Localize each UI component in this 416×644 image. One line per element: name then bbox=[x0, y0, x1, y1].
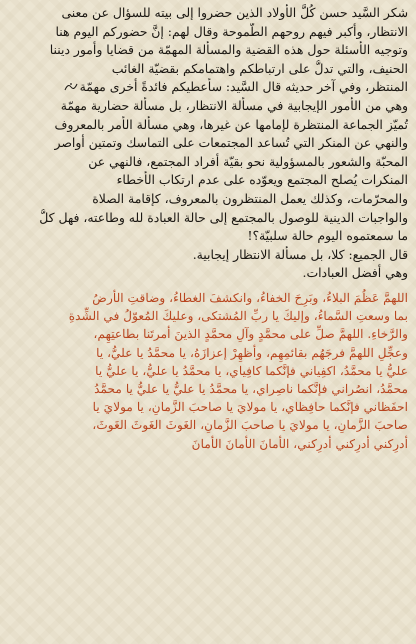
text-line-content: المنتظر، وفي آخر حديثه قال السَّيد: سأعطيكم فائدةً أخرى مهمّة bbox=[79, 79, 408, 95]
text-line bbox=[8, 78, 408, 97]
prayer-line: احفَظاني فإنَّكما حافِظاي، يا مولايَ يا صاحبَ الزَّمانِ، يا مولايَ يا bbox=[92, 400, 408, 415]
prayer-line: صاحبَ الزَّمانِ، يا مولايَ يا صاحبَ الزَّمانِ، الغَوثَ الغَوثَ الغَوثَ، bbox=[92, 418, 408, 433]
answer-line: قال الجميع: كلا، بل مسألة الانتظار إيجابية. bbox=[192, 246, 408, 262]
text-line: شكر السَّيد حسن كُلَّ الأولاد الذين حضروا إلى بيته للسؤال عن معنى bbox=[61, 5, 408, 20]
text-line: والنهي عن المنكر التي تُساعد المجتمعات على التماسك وتمتين أواصر bbox=[54, 135, 408, 151]
prayer-line: عليُّ يا محمَّدُ، اكفِياني فإنَّكما كافِياي، يا محمَّدُ يا عليُّ، يا عليُّ يا bbox=[95, 363, 408, 378]
prayer-paragraph bbox=[8, 289, 408, 453]
text-line: وتوجيه الأسئلة حول هذه القضية والمسألة المهمّة من قضايا وأمور ديننا bbox=[49, 42, 408, 58]
text-line: الحنيف، والتي تدلُّ على ارتباطكم واهتمامكم بقضيّة الغائب bbox=[111, 60, 408, 76]
text-line: الانتظار، وأكبر فيهم روحهم الطّموحة وقال لهم: إنَّ حضوركم اليوم هنا bbox=[55, 23, 408, 39]
answer-paragraph bbox=[8, 246, 408, 283]
text-line: تُميّز الجماعة المنتظرة لإمامها عن غيرها، وهي مسألة الأمر بالمعروف bbox=[54, 116, 408, 132]
answer-line: وهي أفضل العبادات. bbox=[302, 265, 408, 281]
story-paragraph bbox=[8, 4, 408, 246]
prayer-line: اللهمَّ عَظُمَ البلاءُ، وبَرِحَ الخفاءُ، وانكشفَ الغطاءُ، وضاقتِ الأرضُ bbox=[92, 290, 408, 305]
text-line: وهي من الأمور الإيجابية في مسألة الانتظار، بل مسألة حضارية مهمّة bbox=[60, 97, 408, 113]
text-line: والمحرّمات، وكذلك يعمل المنتظرون بالمعروف، كإقامة الصلاة bbox=[92, 190, 408, 206]
text-line: ما سمعتموه اليوم حالة سلبيّة؟! bbox=[247, 228, 408, 244]
salutation-glyph-icon bbox=[64, 82, 78, 92]
text-line: المنكرات يُصلح المجتمع ويعوّده على عدم ارتكاب الأخطاء bbox=[116, 172, 408, 188]
prayer-line: محمَّدُ، انصُراني فإنَّكما ناصِراي، يا محمَّدُ يا عليُّ يا عليُّ يا محمَّدُ bbox=[94, 381, 408, 396]
text-line: والواجبات الدينية للوصول بالمجتمع إلى حالة العبادة لله وطاعته، فهل كلُّ bbox=[39, 209, 408, 225]
prayer-line: بما وسعتِ السَّماءُ، وإليكَ يا ربِّ المُشتكى، وعليكَ المُعوّلُ في الشِّدةِ bbox=[68, 309, 408, 324]
prayer-line: أدرِكني أدرِكني أدرِكني، الأمانَ الأمانَ الأمانَ bbox=[191, 436, 408, 451]
prayer-line: والرَّخاءِ. اللهمَّ صلِّ على محمَّدٍ وآلِ محمَّدٍ الذينَ أمرتَنا بطاعتِهِم، bbox=[93, 327, 408, 342]
text-line: المحبّة والشعور بالمسؤولية نحو بقيّة أفراد المجتمع، فالنهي عن bbox=[88, 153, 408, 169]
prayer-line: وعجِّلِ اللهمَّ فرجَهُم بقائمِهِم، وأظهِرْ إعزازَهُ، يا محمَّدُ يا عليُّ، يا bbox=[96, 345, 408, 360]
